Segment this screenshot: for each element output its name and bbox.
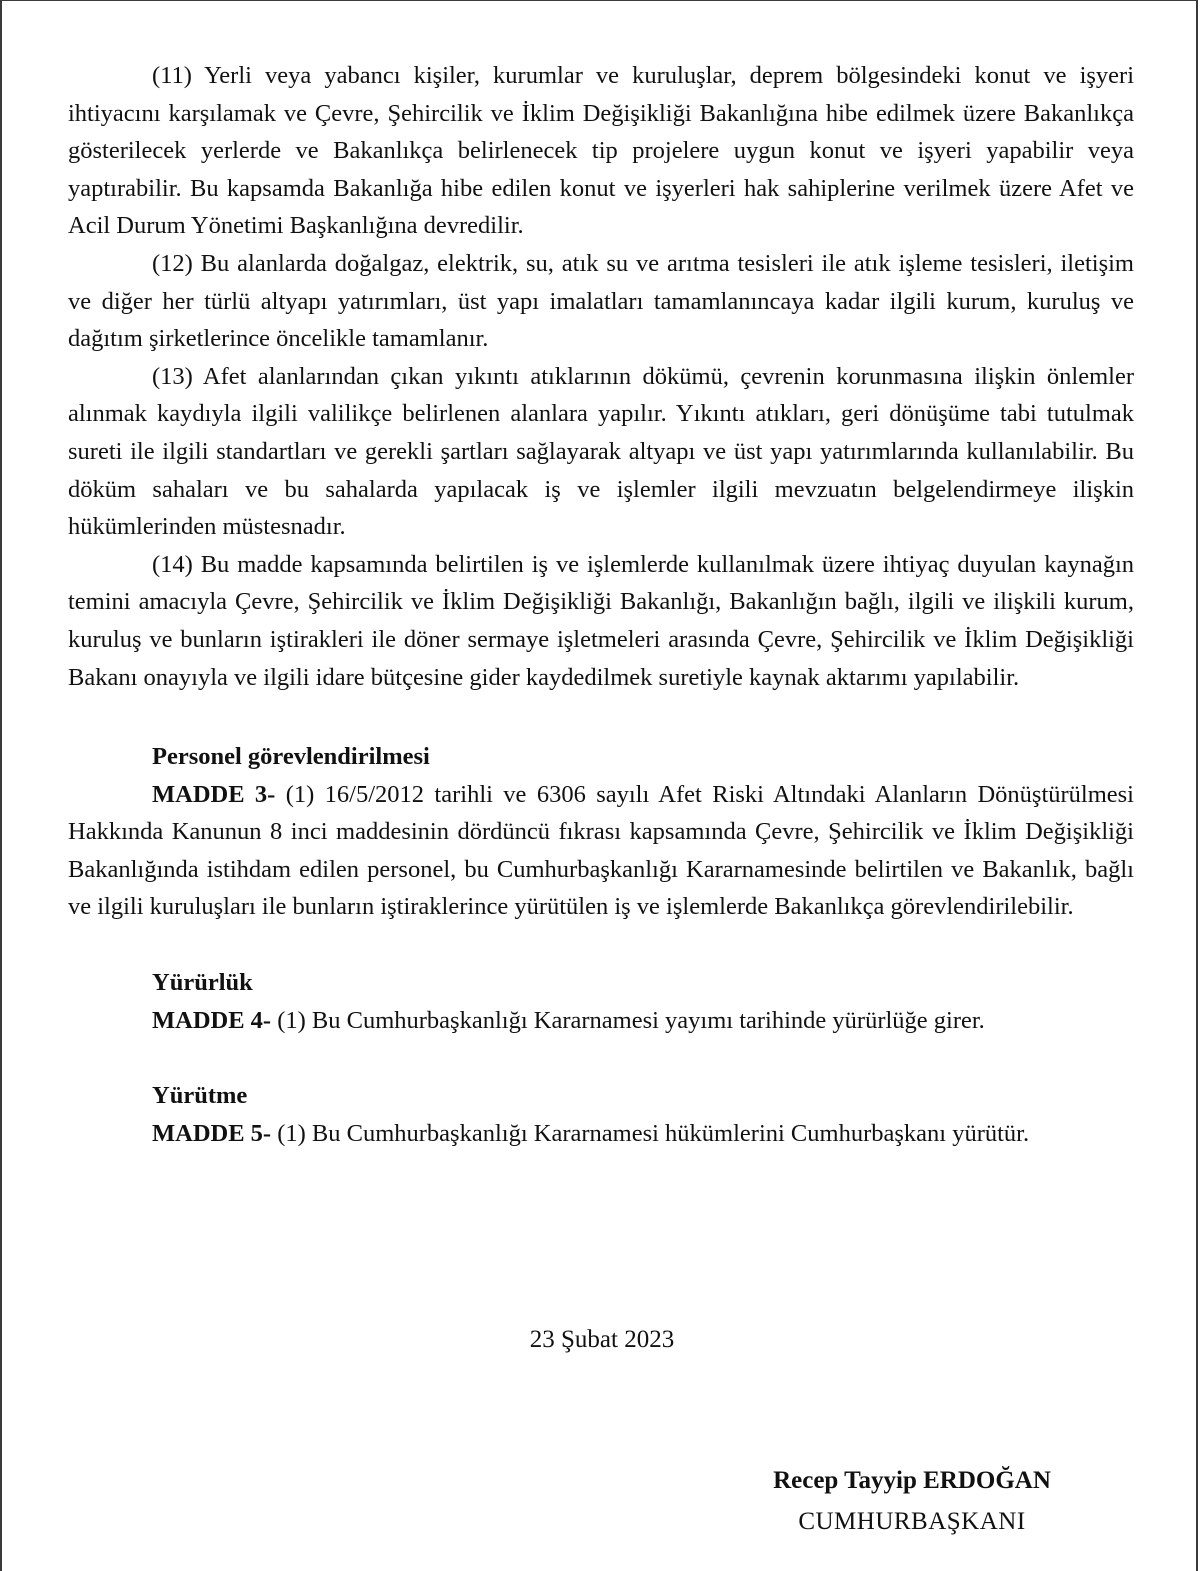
- madde-3-text: (1) 16/5/2012 tarihli ve 6306 sayılı Afet Riski Altındaki Alanların Dönüştürülmesi Hakkında Kanunun 8 inci maddesinin dördüncü fıkrası kapsamında Çevre, Şehircilik ve İklim Değişikliği Bakanlığında istihdam edilen personel, bu Cumhurbaşkanlığı Kararnamesinde belirtilen ve Bakanlık, bağlı ve ilgili kuruluşları ile bunların iştiraklerince yürütülen iş ve işlemlerde Bakanlıkça görevlendirilebilir.: [68, 780, 1134, 921]
- madde-5-label: MADDE 5-: [152, 1119, 272, 1147]
- paragraph-12: (12) Bu alanlarda doğalgaz, elektrik, su, atık su ve arıtma tesisleri ile atık işleme tesisleri, iletişim ve diğer her türlü altyapı yatırımları, üst yapı imalatları tamamlanıncaya kadar ilgili kurum, kuruluş ve dağıtım şirketlerince öncelikle tamamlanır.: [68, 249, 1134, 353]
- madde-3-heading: Personel görevlendirilmesi: [152, 743, 430, 771]
- madde-4-label: MADDE 4-: [152, 1006, 272, 1034]
- madde-3-paragraph: [68, 776, 1134, 926]
- spacer: [68, 696, 1134, 738]
- document-body: [68, 57, 1134, 1152]
- paragraph-11: (11) Yerli veya yabancı kişiler, kurumlar ve kuruluşlar, deprem bölgesindeki konut ve işyeri ihtiyacını karşılamak ve Çevre, Şehircilik ve İklim Değişikliği Bakanlığına hibe edilmek üzere Bakanlıkça gösterilecek yerlerde ve Bakanlıkça belirlenecek tip projelere uygun konut ve işyeri yapabilir veya yaptırabilir. Bu kapsamda Bakanlığa hibe edilen konut ve işyerleri hak sahiplerine verilmek üzere Afet ve Acil Durum Yönetimi Başkanlığına devredilir.: [68, 62, 1134, 240]
- madde-5-text: (1) Bu Cumhurbaşkanlığı Kararnamesi hükümlerini Cumhurbaşkanı yürütür.: [271, 1119, 1030, 1147]
- paragraph-13: (13) Afet alanlarından çıkan yıkıntı atıklarının dökümü, çevrenin korunmasına ilişkin önlemler alınmak kaydıyla ilgili valilikçe belirlenen alanlara yapılır. Yıkıntı atıkları, geri dönüşüme tabi tutulmak sureti ile ilgili standartları ve gerekli şartları sağlayarak altyapı ve üst yapı yatırımlarında kullanılabilir. Bu döküm sahaları ve bu sahalarda yapılacak iş ve işlemler ilgili mevzuatın belgelendirmeye ilişkin hükümlerinden müstesnadır.: [68, 362, 1134, 541]
- madde-3-label: MADDE 3-: [152, 780, 276, 808]
- madde-4-heading: Yürürlük: [152, 969, 253, 997]
- signatory-name: Recep Tayyip ERDOĞAN: [773, 1467, 1051, 1494]
- madde-5-heading: Yürütme: [152, 1082, 248, 1110]
- madde-5-paragraph: [68, 1115, 1134, 1153]
- madde-4-paragraph: [68, 1002, 1134, 1040]
- madde-4-text: (1) Bu Cumhurbaşkanlığı Kararnamesi yayımı tarihinde yürürlüğe girer.: [271, 1006, 985, 1034]
- paragraph-14: (14) Bu madde kapsamında belirtilen iş ve işlemlerde kullanılmak üzere ihtiyaç duyulan kaynağın temini amacıyla Çevre, Şehircilik ve İklim Değişikliği Bakanlığı, Bakanlığın bağlı, ilgili ve ilişkili kurum, kuruluş ve bunların iştirakleri ile döner sermaye işletmeleri arasında Çevre, Şehircilik ve İklim Değişikliği Bakanı onayıyla ve ilgili idare bütçesine gider kaydedilmek suretiyle kaynak aktarımı yapılabilir.: [68, 550, 1134, 691]
- spacer: [68, 926, 1134, 964]
- spacer: [68, 1039, 1134, 1077]
- signatory-title: CUMHURBAŞKANI: [798, 1508, 1026, 1535]
- document-date: 23 Şubat 2023: [529, 1326, 675, 1353]
- signature-block: [722, 1463, 1102, 1540]
